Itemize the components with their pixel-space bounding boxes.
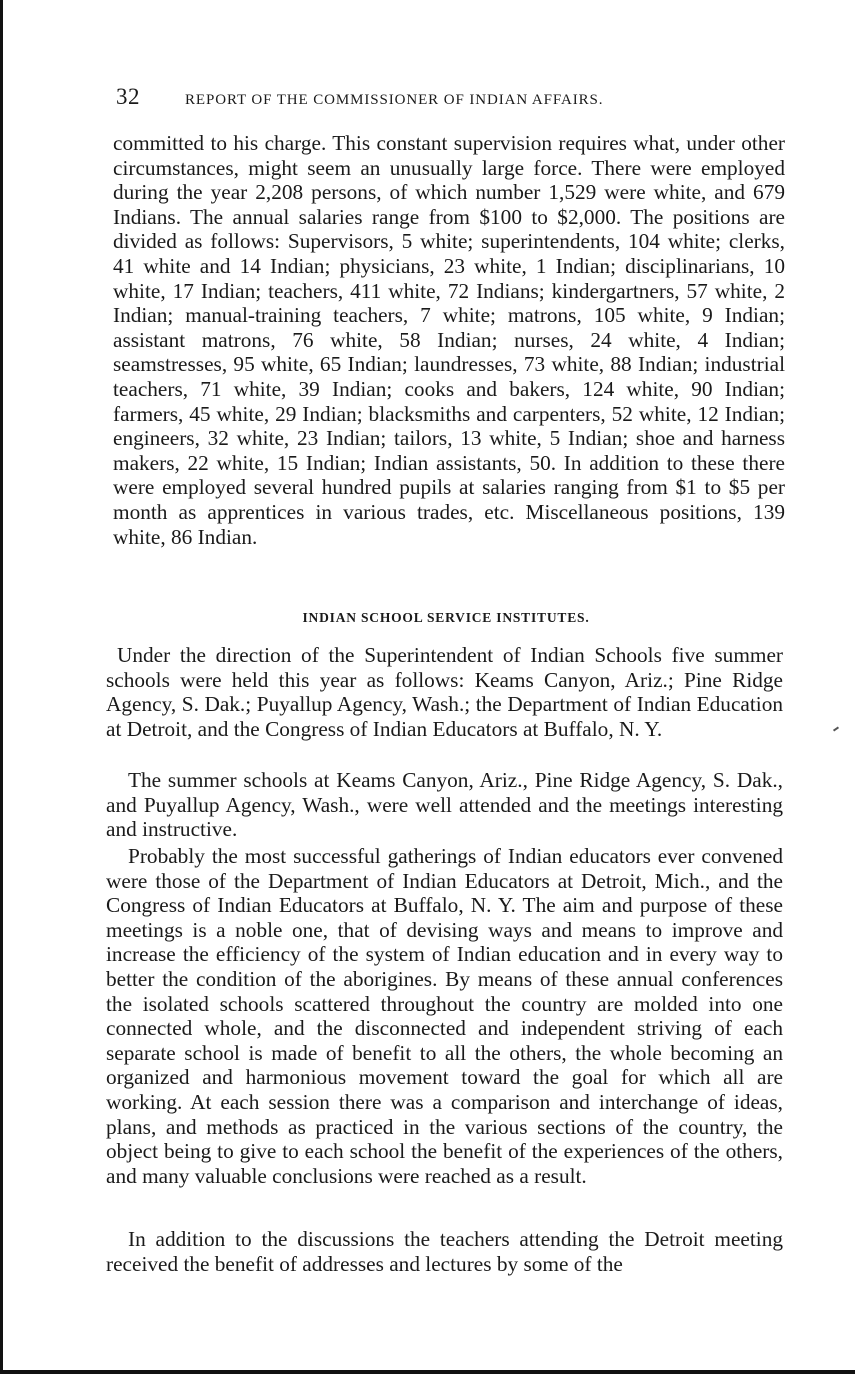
running-head: REPORT OF THE COMMISSIONER OF INDIAN AFFAIRS.: [185, 92, 604, 108]
page-edge-left: [0, 0, 3, 1372]
body-paragraph-employees: committed to his charge. This constant supervision requires what, under other circumstances, might seem an unusually large force. There were employed during the year 2,208 persons, of which number 1,529 were white, and 679 Indians. The annual salaries range from $100 to $2,000. The positions are divided as follows: Supervisors, 5 white; superintendents, 104 white; clerks, 41 white and 14 Indian; physicians, 23 white, 1 Indian; disciplinarians, 10 white, 17 Indian; teachers, 411 white, 72 Indians; kindergartners, 57 white, 2 Indian; manual-training teachers, 7 white; matrons, 105 white, 9 Indian; assistant matrons, 76 white, 58 Indian; nurses, 24 white, 4 Indian; seamstresses, 95 white, 65 Indian; laundresses, 73 white, 88 Indian; industrial teachers, 71 white, 39 Indian; cooks and bakers, 124 white, 90 Indian; farmers, 45 white, 29 Indian; blacksmiths and carpenters, 52 white, 12 Indian; engineers, 32 white, 23 Indian; tailors, 13 white, 5 Indian; shoe and harness makers, 22 white, 15 Indian; Indian assistants, 50. In addition to these there were employed several hundred pupils at salaries ranging from $1 to $5 per month as apprentices in various trades, etc. Miscellaneous positions, 139 white, 86 Indian.: [113, 131, 785, 549]
section-heading: INDIAN SCHOOL SERVICE INSTITUTES.: [302, 610, 590, 625]
body-paragraph-gatherings: Probably the most successful gatherings of Indian educators ever convened were those of the Department of Indian Educators at Detroit, Mich., and the Congress of Indian Educators at Buffalo, N. Y. The aim and purpose of these meetings is a noble one, that of devising ways and means to improve and increase the efficiency of the system of Indian education and in every way to better the condition of the aborigines. By means of these annual conferences the isolated schools scattered throughout the country are molded into one connected whole, and the disconnected and independent striving of each separate school is made of benefit to all the others, the whole becoming an organized and harmonious movement toward the goal for which all are working. At each session there was a comparison and interchange of ideas, plans, and methods as practiced in the various sections of the country, the object being to give to each school the benefit of the experiences of the others, and many valuable conclusions were reached as a result.: [106, 844, 783, 1188]
body-paragraph-attendance: The summer schools at Keams Canyon, Ariz., Pine Ridge Agency, S. Dak., and Puyallup Agency, Wash., were well attended and the meetings interesting and instructive.: [106, 768, 783, 842]
body-paragraph-detroit: In addition to the discussions the teachers attending the Detroit meeting received the benefit of addresses and lectures by some of the: [106, 1227, 783, 1276]
page-header: [116, 84, 788, 114]
body-paragraph-summer-schools: Under the direction of the Superintendent of Indian Schools five summer schools were held this year as follows: Keams Canyon, Ariz.; Pine Ridge Agency, S. Dak.; Puyallup Agency, Wash.; the Department of Indian Education at Detroit, and the Congress of Indian Educators at Buffalo, N. Y.: [106, 643, 783, 741]
page-edge-bottom: [0, 1370, 855, 1374]
stray-ink-mark: [833, 726, 839, 731]
page-number: 32: [116, 84, 140, 109]
